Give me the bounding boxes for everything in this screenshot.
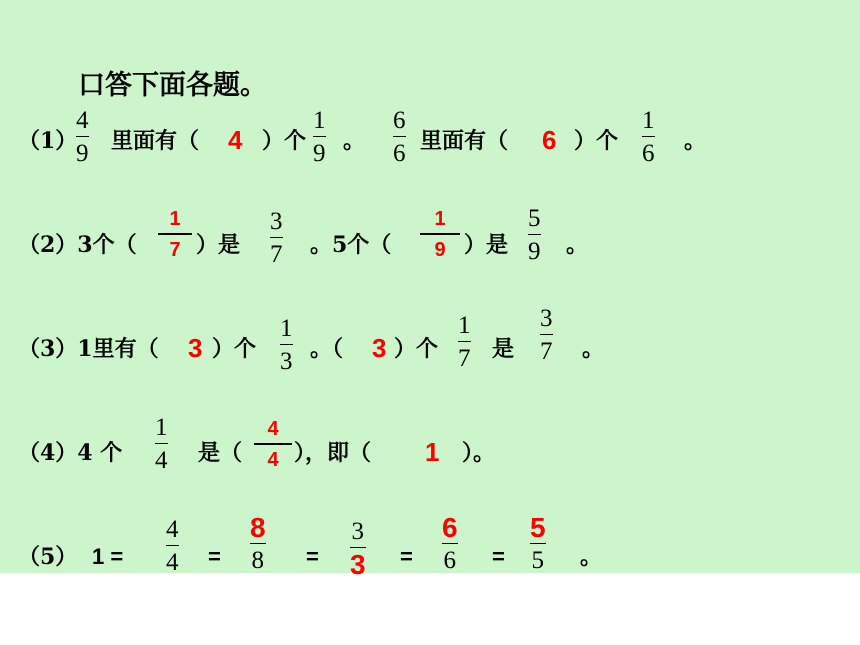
numerator: 3	[270, 208, 283, 235]
q5-equals-1: =	[208, 544, 221, 569]
denominator: 7	[540, 338, 553, 365]
q5-fraction-4-4	[166, 516, 179, 576]
fraction-bar	[270, 237, 283, 238]
q5-end: 。	[580, 544, 603, 570]
q3-fraction-1-7	[458, 312, 471, 372]
q5-equals-2: =	[306, 544, 319, 569]
q4-answer-2: 1	[425, 437, 440, 467]
q3-text-1: ）个	[212, 336, 257, 362]
fraction-bar	[442, 543, 458, 544]
q5-one-equals: 1 =	[92, 544, 124, 569]
fraction-bar	[458, 341, 471, 342]
fraction-bar	[313, 136, 326, 137]
numerator: 5	[528, 205, 541, 232]
q2-text-4: 。	[566, 232, 589, 258]
denominator: 8	[251, 547, 265, 574]
fraction-bar	[254, 443, 292, 445]
denominator: 6	[393, 140, 406, 167]
q5-fraction-5-5	[530, 514, 546, 574]
fraction-bar	[76, 136, 89, 137]
denominator: 7	[169, 239, 181, 261]
q1-fraction-1-6	[642, 107, 655, 167]
numerator: 1	[313, 107, 326, 134]
numerator: 3	[540, 305, 553, 332]
q2-text-3: ）是	[464, 232, 509, 258]
fraction-bar	[350, 547, 366, 548]
q1-answer-2: 6	[542, 125, 557, 155]
denominator: 6	[443, 547, 457, 574]
fraction-bar	[155, 443, 168, 444]
fraction-bar	[420, 233, 460, 235]
denominator: 4	[155, 447, 168, 474]
q5-fraction-3-3	[350, 518, 366, 578]
denominator: 3	[280, 348, 293, 375]
denominator: 7	[270, 241, 283, 268]
denominator: 6	[642, 140, 655, 167]
instruction-title: 口答下面各题。	[78, 70, 267, 101]
q5-fraction-8-8	[250, 514, 266, 574]
q1-text-4: 里面有（	[420, 128, 509, 154]
q2-fraction-3-7	[270, 208, 283, 268]
q5-equals-3: =	[400, 544, 413, 569]
q3-label: （3）1里有（	[18, 336, 159, 362]
q2-label: （2）3个（	[18, 232, 137, 258]
numerator-answer: 6	[442, 512, 458, 543]
denominator: 9	[313, 140, 326, 167]
q4-fraction-1-4	[155, 414, 168, 474]
q3-fraction-3-7	[540, 305, 553, 365]
numerator: 4	[267, 418, 279, 440]
q3-text-2: 。（	[310, 336, 344, 362]
q4-text-3: ）。	[462, 440, 496, 466]
q3-answer-1: 3	[188, 333, 203, 363]
numerator: 1	[280, 315, 293, 342]
q1-answer-1: 4	[228, 125, 243, 155]
denominator: 4	[267, 449, 279, 471]
denominator: 9	[434, 239, 446, 261]
q1-fraction-4-9	[76, 107, 89, 167]
q4-answer-fraction-4-4	[254, 418, 292, 471]
q1-text-6: 。	[684, 128, 707, 154]
q5-label: （5）	[18, 544, 78, 570]
q4-text-2: ），即（	[294, 440, 372, 466]
q1-fraction-1-9	[313, 107, 326, 167]
numerator-answer: 8	[250, 512, 266, 543]
numerator: 4	[76, 107, 89, 134]
numerator: 1	[458, 312, 471, 339]
numerator: 4	[166, 516, 179, 543]
fraction-bar	[530, 543, 546, 544]
fraction-bar	[642, 136, 655, 137]
denominator: 9	[76, 140, 89, 167]
fraction-bar	[166, 545, 179, 546]
fraction-bar	[540, 334, 553, 335]
q1-text-1: 里面有（	[111, 128, 200, 154]
q4-label: （4）4 个	[18, 440, 123, 466]
fraction-bar	[158, 233, 192, 235]
numerator: 1	[155, 414, 168, 441]
fraction-bar	[280, 344, 293, 345]
fraction-bar	[528, 234, 541, 235]
numerator: 1	[169, 208, 181, 230]
q1-label: （1）	[18, 128, 78, 154]
q1-fraction-6-6	[393, 107, 406, 167]
q4-text-1: 是（	[198, 440, 243, 466]
denominator-answer: 3	[350, 549, 366, 580]
q1-text-2: ）个	[262, 128, 307, 154]
numerator: 1	[434, 208, 446, 230]
denominator: 7	[458, 345, 471, 372]
denominator: 9	[528, 238, 541, 265]
numerator: 1	[642, 107, 655, 134]
numerator-answer: 5	[530, 512, 546, 543]
q3-fraction-1-3	[280, 315, 293, 375]
denominator: 4	[166, 549, 179, 576]
numerator: 3	[351, 518, 365, 545]
fraction-bar	[250, 543, 266, 544]
q2-fraction-5-9	[528, 205, 541, 265]
denominator: 5	[531, 547, 545, 574]
q1-text-3: 。	[343, 128, 366, 154]
q2-answer-fraction-1-9	[420, 208, 460, 261]
numerator: 6	[393, 107, 406, 134]
q1-text-5: ）个	[574, 128, 619, 154]
q3-text-5: 。	[582, 336, 605, 362]
q5-equals-4: =	[492, 544, 505, 569]
q2-text-2: 。5个（	[310, 232, 392, 258]
q3-answer-2: 3	[372, 333, 387, 363]
q2-answer-fraction-1-7	[158, 208, 192, 261]
q5-fraction-6-6	[442, 514, 458, 574]
fraction-bar	[393, 136, 406, 137]
q2-text-1: ）是	[196, 232, 241, 258]
q3-text-4: 是	[492, 336, 515, 362]
q3-text-3: ）个	[394, 336, 439, 362]
